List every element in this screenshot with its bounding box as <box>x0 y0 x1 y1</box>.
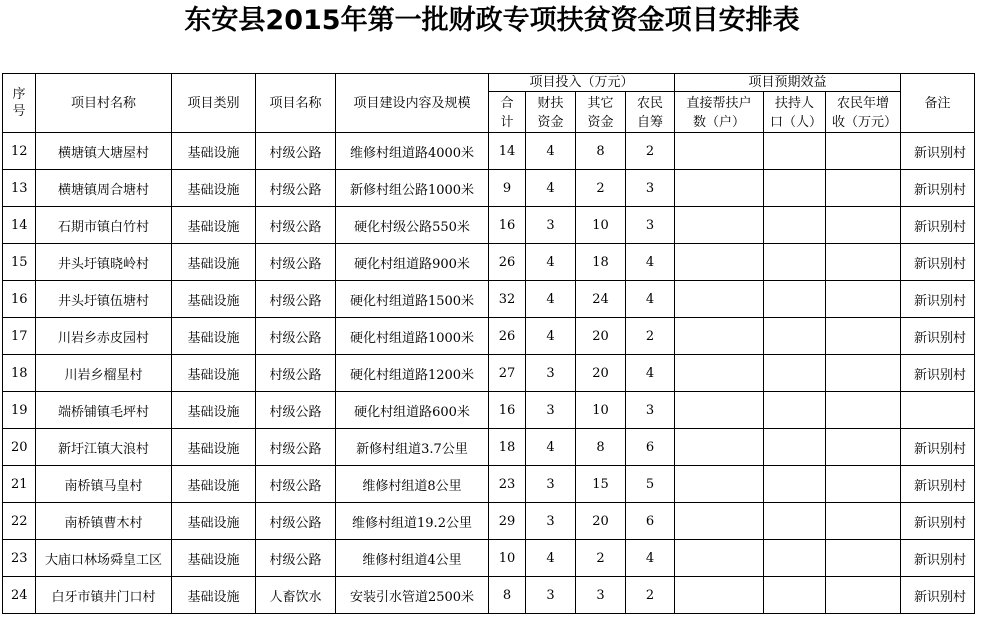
cell-direct <box>675 133 764 170</box>
cell-category: 基础设施 <box>172 133 256 170</box>
cell-fiscal: 4 <box>526 133 576 170</box>
header-name: 项目名称 <box>256 74 336 133</box>
cell-support <box>764 540 826 577</box>
cell-village: 石期市镇白竹村 <box>36 207 172 244</box>
cell-support <box>764 281 826 318</box>
cell-seq: 20 <box>3 429 36 466</box>
cell-category: 基础设施 <box>172 355 256 392</box>
cell-direct <box>675 170 764 207</box>
cell-fiscal: 4 <box>526 281 576 318</box>
cell-content: 新修村组公路1000米 <box>336 170 489 207</box>
cell-village: 川岩乡赤皮园村 <box>36 318 172 355</box>
header-direct: 直接帮扶户数（户） <box>675 92 764 133</box>
table-row <box>3 207 975 244</box>
cell-other: 20 <box>576 503 626 540</box>
table-row <box>3 355 975 392</box>
cell-other: 8 <box>576 133 626 170</box>
cell-farmer: 2 <box>626 318 675 355</box>
cell-total: 29 <box>489 503 526 540</box>
cell-content: 硬化村级公路550米 <box>336 207 489 244</box>
cell-direct <box>675 503 764 540</box>
cell-direct <box>675 540 764 577</box>
cell-total: 10 <box>489 540 526 577</box>
cell-fiscal: 3 <box>526 503 576 540</box>
cell-name: 村级公路 <box>256 244 336 281</box>
cell-other: 2 <box>576 170 626 207</box>
cell-seq: 18 <box>3 355 36 392</box>
cell-other: 24 <box>576 281 626 318</box>
header-other: 其它资金 <box>576 92 626 133</box>
cell-income <box>826 466 901 503</box>
cell-income <box>826 133 901 170</box>
cell-farmer: 4 <box>626 281 675 318</box>
cell-note: 新识别村 <box>901 244 975 281</box>
cell-income <box>826 170 901 207</box>
cell-name: 村级公路 <box>256 503 336 540</box>
cell-income <box>826 207 901 244</box>
cell-village: 新圩江镇大浪村 <box>36 429 172 466</box>
cell-farmer: 4 <box>626 540 675 577</box>
cell-note: 新识别村 <box>901 577 975 614</box>
cell-fiscal: 3 <box>526 207 576 244</box>
cell-other: 18 <box>576 244 626 281</box>
cell-total: 23 <box>489 466 526 503</box>
cell-category: 基础设施 <box>172 170 256 207</box>
cell-direct <box>675 244 764 281</box>
cell-category: 基础设施 <box>172 540 256 577</box>
table-row <box>3 466 975 503</box>
cell-seq: 14 <box>3 207 36 244</box>
cell-other: 10 <box>576 207 626 244</box>
cell-name: 村级公路 <box>256 207 336 244</box>
cell-other: 20 <box>576 318 626 355</box>
cell-name: 村级公路 <box>256 466 336 503</box>
header-note: 备注 <box>901 74 975 133</box>
cell-note: 新识别村 <box>901 281 975 318</box>
cell-other: 3 <box>576 577 626 614</box>
cell-total: 18 <box>489 429 526 466</box>
cell-village: 井头圩镇伍塘村 <box>36 281 172 318</box>
cell-note: 新识别村 <box>901 318 975 355</box>
cell-farmer: 4 <box>626 355 675 392</box>
cell-note: 新识别村 <box>901 540 975 577</box>
cell-seq: 12 <box>3 133 36 170</box>
cell-seq: 17 <box>3 318 36 355</box>
cell-fiscal: 3 <box>526 392 576 429</box>
cell-content: 硬化村组道路1200米 <box>336 355 489 392</box>
cell-seq: 22 <box>3 503 36 540</box>
cell-category: 基础设施 <box>172 392 256 429</box>
cell-village: 白牙市镇井门口村 <box>36 577 172 614</box>
table-row <box>3 133 975 170</box>
cell-total: 26 <box>489 318 526 355</box>
cell-seq: 24 <box>3 577 36 614</box>
cell-content: 硬化村组道路600米 <box>336 392 489 429</box>
cell-note: 新识别村 <box>901 207 975 244</box>
cell-content: 维修村组道19.2公里 <box>336 503 489 540</box>
cell-village: 井头圩镇晓岭村 <box>36 244 172 281</box>
cell-income <box>826 355 901 392</box>
cell-total: 32 <box>489 281 526 318</box>
cell-total: 16 <box>489 392 526 429</box>
header-income: 农民年增收（万元） <box>826 92 901 133</box>
cell-total: 14 <box>489 133 526 170</box>
cell-support <box>764 577 826 614</box>
cell-name: 村级公路 <box>256 355 336 392</box>
cell-support <box>764 133 826 170</box>
cell-total: 26 <box>489 244 526 281</box>
cell-fiscal: 4 <box>526 429 576 466</box>
cell-farmer: 6 <box>626 503 675 540</box>
cell-note: 新识别村 <box>901 133 975 170</box>
cell-name: 人畜饮水 <box>256 577 336 614</box>
cell-category: 基础设施 <box>172 429 256 466</box>
header-village: 项目村名称 <box>36 74 172 133</box>
cell-content: 硬化村组道路1000米 <box>336 318 489 355</box>
cell-category: 基础设施 <box>172 318 256 355</box>
cell-category: 基础设施 <box>172 577 256 614</box>
cell-other: 2 <box>576 540 626 577</box>
cell-seq: 23 <box>3 540 36 577</box>
cell-support <box>764 244 826 281</box>
cell-content: 安装引水管道2500米 <box>336 577 489 614</box>
cell-fiscal: 4 <box>526 170 576 207</box>
cell-income <box>826 429 901 466</box>
cell-farmer: 5 <box>626 466 675 503</box>
cell-support <box>764 466 826 503</box>
cell-other: 8 <box>576 429 626 466</box>
cell-direct <box>675 429 764 466</box>
cell-category: 基础设施 <box>172 466 256 503</box>
header-investment: 项目投入（万元） <box>489 74 675 92</box>
cell-fiscal: 4 <box>526 244 576 281</box>
table-body <box>3 133 975 614</box>
cell-income <box>826 244 901 281</box>
header-seq: 序号 <box>3 74 36 133</box>
cell-village: 川岩乡榴星村 <box>36 355 172 392</box>
cell-village: 南桥镇马皇村 <box>36 466 172 503</box>
table-row <box>3 170 975 207</box>
cell-direct <box>675 281 764 318</box>
page-title: 东安县2015年第一批财政专项扶贫资金项目安排表 <box>184 5 800 36</box>
table-row <box>3 392 975 429</box>
cell-name: 村级公路 <box>256 318 336 355</box>
table-row <box>3 503 975 540</box>
cell-note: 新识别村 <box>901 466 975 503</box>
cell-note: 新识别村 <box>901 355 975 392</box>
cell-name: 村级公路 <box>256 133 336 170</box>
cell-income <box>826 577 901 614</box>
cell-support <box>764 392 826 429</box>
cell-fiscal: 4 <box>526 540 576 577</box>
cell-income <box>826 392 901 429</box>
cell-content: 硬化村组道路900米 <box>336 244 489 281</box>
cell-content: 维修村组道路4000米 <box>336 133 489 170</box>
header-benefit: 项目预期效益 <box>675 74 901 92</box>
cell-income <box>826 540 901 577</box>
cell-farmer: 3 <box>626 392 675 429</box>
cell-other: 20 <box>576 355 626 392</box>
cell-name: 村级公路 <box>256 540 336 577</box>
cell-direct <box>675 207 764 244</box>
cell-name: 村级公路 <box>256 170 336 207</box>
cell-village: 横塘镇大塘屋村 <box>36 133 172 170</box>
cell-direct <box>675 355 764 392</box>
cell-total: 16 <box>489 207 526 244</box>
cell-support <box>764 355 826 392</box>
cell-support <box>764 170 826 207</box>
cell-village: 南桥镇曹木村 <box>36 503 172 540</box>
header-category: 项目类别 <box>172 74 256 133</box>
cell-support <box>764 207 826 244</box>
cell-direct <box>675 318 764 355</box>
header-content: 项目建设内容及规模 <box>336 74 489 133</box>
cell-content: 维修村组道8公里 <box>336 466 489 503</box>
header-fiscal: 财扶资金 <box>526 92 576 133</box>
cell-income <box>826 503 901 540</box>
cell-category: 基础设施 <box>172 281 256 318</box>
table-row <box>3 281 975 318</box>
cell-farmer: 3 <box>626 170 675 207</box>
cell-income <box>826 281 901 318</box>
table-row <box>3 540 975 577</box>
cell-support <box>764 429 826 466</box>
cell-category: 基础设施 <box>172 207 256 244</box>
cell-farmer: 4 <box>626 244 675 281</box>
cell-note: 新识别村 <box>901 170 975 207</box>
cell-fiscal: 3 <box>526 355 576 392</box>
cell-note: 新识别村 <box>901 429 975 466</box>
cell-direct <box>675 466 764 503</box>
cell-seq: 19 <box>3 392 36 429</box>
table-row <box>3 429 975 466</box>
cell-content: 新修村组道3.7公里 <box>336 429 489 466</box>
cell-farmer: 2 <box>626 133 675 170</box>
header-total: 合计 <box>489 92 526 133</box>
cell-note <box>901 392 975 429</box>
cell-name: 村级公路 <box>256 392 336 429</box>
table-row <box>3 244 975 281</box>
cell-seq: 16 <box>3 281 36 318</box>
cell-other: 15 <box>576 466 626 503</box>
cell-fiscal: 4 <box>526 318 576 355</box>
cell-category: 基础设施 <box>172 244 256 281</box>
cell-total: 8 <box>489 577 526 614</box>
cell-fiscal: 3 <box>526 577 576 614</box>
cell-note: 新识别村 <box>901 503 975 540</box>
cell-support <box>764 318 826 355</box>
cell-category: 基础设施 <box>172 503 256 540</box>
cell-farmer: 2 <box>626 577 675 614</box>
cell-total: 9 <box>489 170 526 207</box>
table-row <box>3 318 975 355</box>
cell-direct <box>675 577 764 614</box>
table-row <box>3 577 975 614</box>
cell-support <box>764 503 826 540</box>
cell-income <box>826 318 901 355</box>
cell-other: 10 <box>576 392 626 429</box>
project-table <box>2 73 975 614</box>
header-farmer: 农民自筹 <box>626 92 675 133</box>
cell-village: 横塘镇周合塘村 <box>36 170 172 207</box>
cell-content: 硬化村组道路1500米 <box>336 281 489 318</box>
cell-seq: 15 <box>3 244 36 281</box>
cell-farmer: 6 <box>626 429 675 466</box>
cell-name: 村级公路 <box>256 281 336 318</box>
cell-total: 27 <box>489 355 526 392</box>
header-support: 扶持人口（人） <box>764 92 826 133</box>
cell-seq: 21 <box>3 466 36 503</box>
cell-farmer: 3 <box>626 207 675 244</box>
cell-village: 大庙口林场舜皇工区 <box>36 540 172 577</box>
cell-village: 端桥铺镇毛坪村 <box>36 392 172 429</box>
cell-content: 维修村组道4公里 <box>336 540 489 577</box>
cell-seq: 13 <box>3 170 36 207</box>
cell-name: 村级公路 <box>256 429 336 466</box>
cell-direct <box>675 392 764 429</box>
cell-fiscal: 3 <box>526 466 576 503</box>
